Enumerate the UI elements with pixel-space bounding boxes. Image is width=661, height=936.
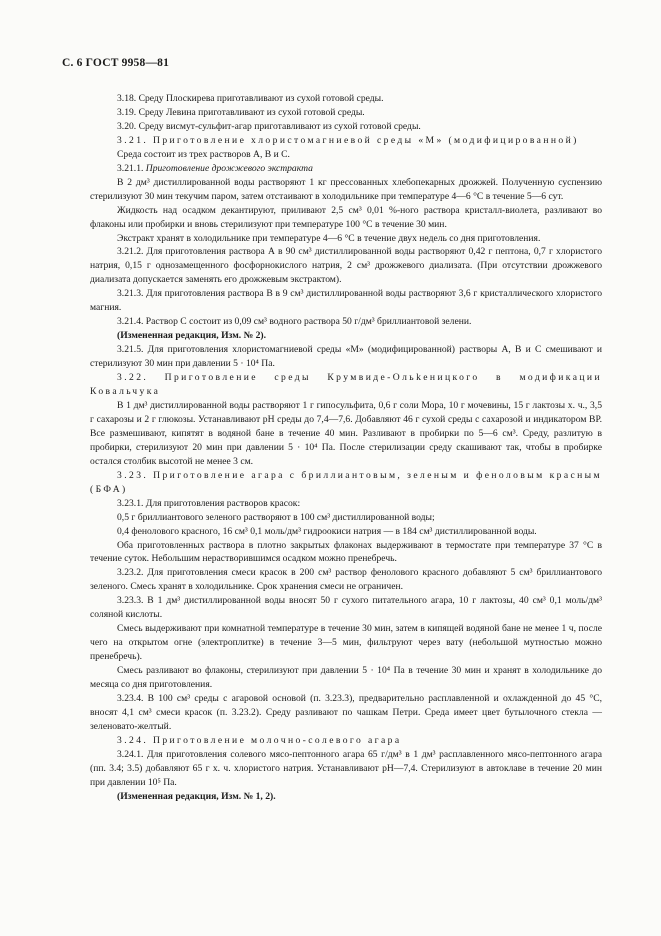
- page-header: С. 6 ГОСТ 9958—81: [62, 57, 170, 69]
- paragraph-text: Смесь разливают во флаконы, стерилизуют при давлении 5 · 10⁴ Па в течение 30 мин и хранят в холодильнике до месяца со дня приготовления.: [90, 665, 602, 691]
- paragraph-text: 3.20. Среду висмут-сульфит-агар приготавливают из сухой готовой среды.: [117, 120, 421, 132]
- paragraph: [90, 371, 602, 399]
- paragraph-text: Оба приготовленных раствора в плотно закрытых флаконах выдерживают в термостате при температуре 37 °С в течение суток. Небольшим нерастворившимся осадком можно пренебречь.: [90, 539, 602, 565]
- paragraph: [90, 204, 602, 232]
- paragraph: [90, 245, 602, 287]
- paragraph: [90, 92, 602, 106]
- paragraph-text: 3.21. Приготовление хлористомагниевой среды «М» (модифицированной): [117, 134, 579, 146]
- paragraph-text: 3.21.3. Для приготовления раствора В в 9 см³ дистиллированной воды растворяют 3,6 г кристаллического хлористого магния.: [90, 288, 602, 314]
- paragraph: [90, 469, 602, 497]
- paragraph-text: 3.22. Приготовление среды Крумвиде-Ольkеницкого в модификации Ковальчука: [90, 372, 602, 398]
- paragraph-text: 0,5 г бриллиантового зеленого растворяют в 100 см³ дистиллированной воды;: [117, 511, 435, 523]
- paragraph-text: 3.21.4. Раствор С состоит из 0,09 см³ водного раствора 50 г/дм³ бриллиантовой зелени.: [117, 316, 472, 328]
- paragraph: [90, 162, 602, 176]
- paragraph-text: В 1 дм³ дистиллированной воды растворяют 1 г гипосульфита, 0,6 г соли Мора, 10 г мочевины, 15 г лактозы х. ч., 3,5 г сахарозы и 2 г глюкозы. Устанавливают рН среды до 7,4—7,6. Добавляют 46 г сухой среды с сахарозой и индикатором ВР. Все размешивают, кипятят в водяной бане в течение 40 мин. Разливают в пробирки по 5—6 см³. Среду, разлитую в пробирки, стерилизуют 20 мин при давлении 5 · 10⁴ Па. После стерилизации среду скашивают так, чтобы в пробирке остался столбик высотой не менее 3 см.: [90, 399, 602, 467]
- paragraph-text: 3.24. Приготовление молочно-солевого агара: [117, 734, 402, 746]
- paragraph: [90, 539, 602, 567]
- document-body: [90, 92, 602, 804]
- paragraph-text: 3.23.2. Для приготовления смеси красок в 200 см³ раствор фенолового красного добавляют 5 см³ бриллиантового зеленого. Смесь хранят в холодильнике. Срок хранения смеси не ограничен.: [90, 567, 602, 593]
- paragraph-text: (Измененная редакция, Изм. № 1, 2).: [117, 790, 276, 802]
- paragraph: [90, 287, 602, 315]
- paragraph-text: В 2 дм³ дистиллированной воды растворяют 1 кг прессованных хлебопекарных дрожжей. Полученную суспензию стерилизуют 30 мин текучим паром, затем отстаивают в холодильнике при температуре 4—6 °С в течение 5—6 сут.: [90, 176, 602, 202]
- paragraph: [90, 399, 602, 469]
- paragraph: [90, 748, 602, 790]
- paragraph: [90, 734, 602, 748]
- paragraph: [90, 120, 602, 134]
- paragraph: [90, 622, 602, 664]
- paragraph: [90, 134, 602, 148]
- paragraph: [90, 343, 602, 371]
- paragraph-text: Среда состоит из трех растворов А, В и С.: [117, 148, 290, 160]
- paragraph-text: 3.23.4. В 100 см³ среды с агаровой основой (п. 3.23.3), предварительно расплавленной и охлажденной до 45 °С, вносят 4,1 см³ смеси красок (п. 3.23.2). Среду разливают по чашкам Петри. Среда имеет цвет бутылочного стекла — зеленовато-желтый.: [90, 692, 602, 732]
- paragraph-text: 3.24.1. Для приготовления солевого мясо-пептонного агара 65 г/дм³ в 1 дм³ расплавленного мясо-пептонного агара (пп. 3.4; 3.5) добавляют 65 г х. ч. хлористого натрия. Устанавливают рН—7,4. Стерилизуют в автоклаве в течение 20 мин при давлении 10⁵ Па.: [90, 748, 602, 788]
- paragraph-text: Жидкость над осадком декантируют, приливают 2,5 см³ 0,01 %-ного раствора кристалл-виолета, разливают во флаконы или пробирки и вновь стерилизуют при температуре 100 °С в течение 30 мин.: [90, 204, 602, 230]
- paragraph: [90, 232, 602, 246]
- paragraph-text: 3.21.5. Для приготовления хлористомагниевой среды «М» (модифицированной) растворы А, В и С смешивают и стерилизуют 30 мин при давлении 5 · 10⁴ Па.: [90, 344, 602, 370]
- paragraph: [90, 692, 602, 734]
- paragraph-text: 3.23.3. В 1 дм³ дистиллированной воды вносят 50 г сухого питательного агара, 10 г лактозы, 40 см³ 0,1 моль/дм³ соляной кислоты.: [90, 595, 602, 621]
- italic-heading: Приготовление дрожжевого экстракта: [145, 162, 313, 174]
- paragraph: [90, 329, 602, 343]
- paragraph-number: 3.21.1.: [117, 162, 146, 174]
- paragraph: [90, 315, 602, 329]
- paragraph: [90, 497, 602, 511]
- paragraph-text: Смесь выдерживают при комнатной температуре в течение 30 мин, затем в кипящей водяной бане не менее 1 ч, после чего на открытом огне (электроплитке) в течение 3—5 мин, фильтруют через вату (небольшой мутностью можно пренебречь).: [90, 623, 602, 663]
- paragraph-text: 3.23.1. Для приготовления растворов красок:: [117, 497, 301, 509]
- paragraph: [90, 790, 602, 804]
- paragraph-text: 3.23. Приготовление агара с бриллиантовым, зеленым и феноловым красным (БФА): [90, 469, 602, 495]
- paragraph: [90, 148, 602, 162]
- paragraph: [90, 106, 602, 120]
- paragraph: [90, 664, 602, 692]
- paragraph: [90, 525, 602, 539]
- paragraph-text: 3.18. Среду Плоскирева приготавливают из сухой готовой среды.: [117, 93, 384, 104]
- paragraph: [90, 566, 602, 594]
- paragraph-text: Экстракт хранят в холодильнике при температуре 4—6 °С в течение двух недель со дня приготовления.: [117, 232, 541, 244]
- paragraph: [90, 511, 602, 525]
- paragraph-text: 0,4 фенолового красного, 16 см³ 0,1 моль/дм³ гидроокиси натрия — в 184 см³ дистиллированной воды.: [117, 525, 537, 537]
- paragraph-text: 3.21.2. Для приготовления раствора А в 90 см³ дистиллированной воды растворяют 0,42 г пептона, 0,7 г хлористого натрия, 0,15 г однозамещенного фосфорнокислого натрия, 2 см³ дрожжевого диализата. (При отсутствии дрожжевого диализата допускается заменять его дрожжевым экстрактом).: [90, 246, 602, 286]
- paragraph: [90, 176, 602, 204]
- paragraph: [90, 594, 602, 622]
- paragraph-text: (Измененная редакция, Изм. № 2).: [117, 330, 267, 342]
- paragraph-text: 3.19. Среду Левина приготавливают из сухой готовой среды.: [117, 106, 365, 118]
